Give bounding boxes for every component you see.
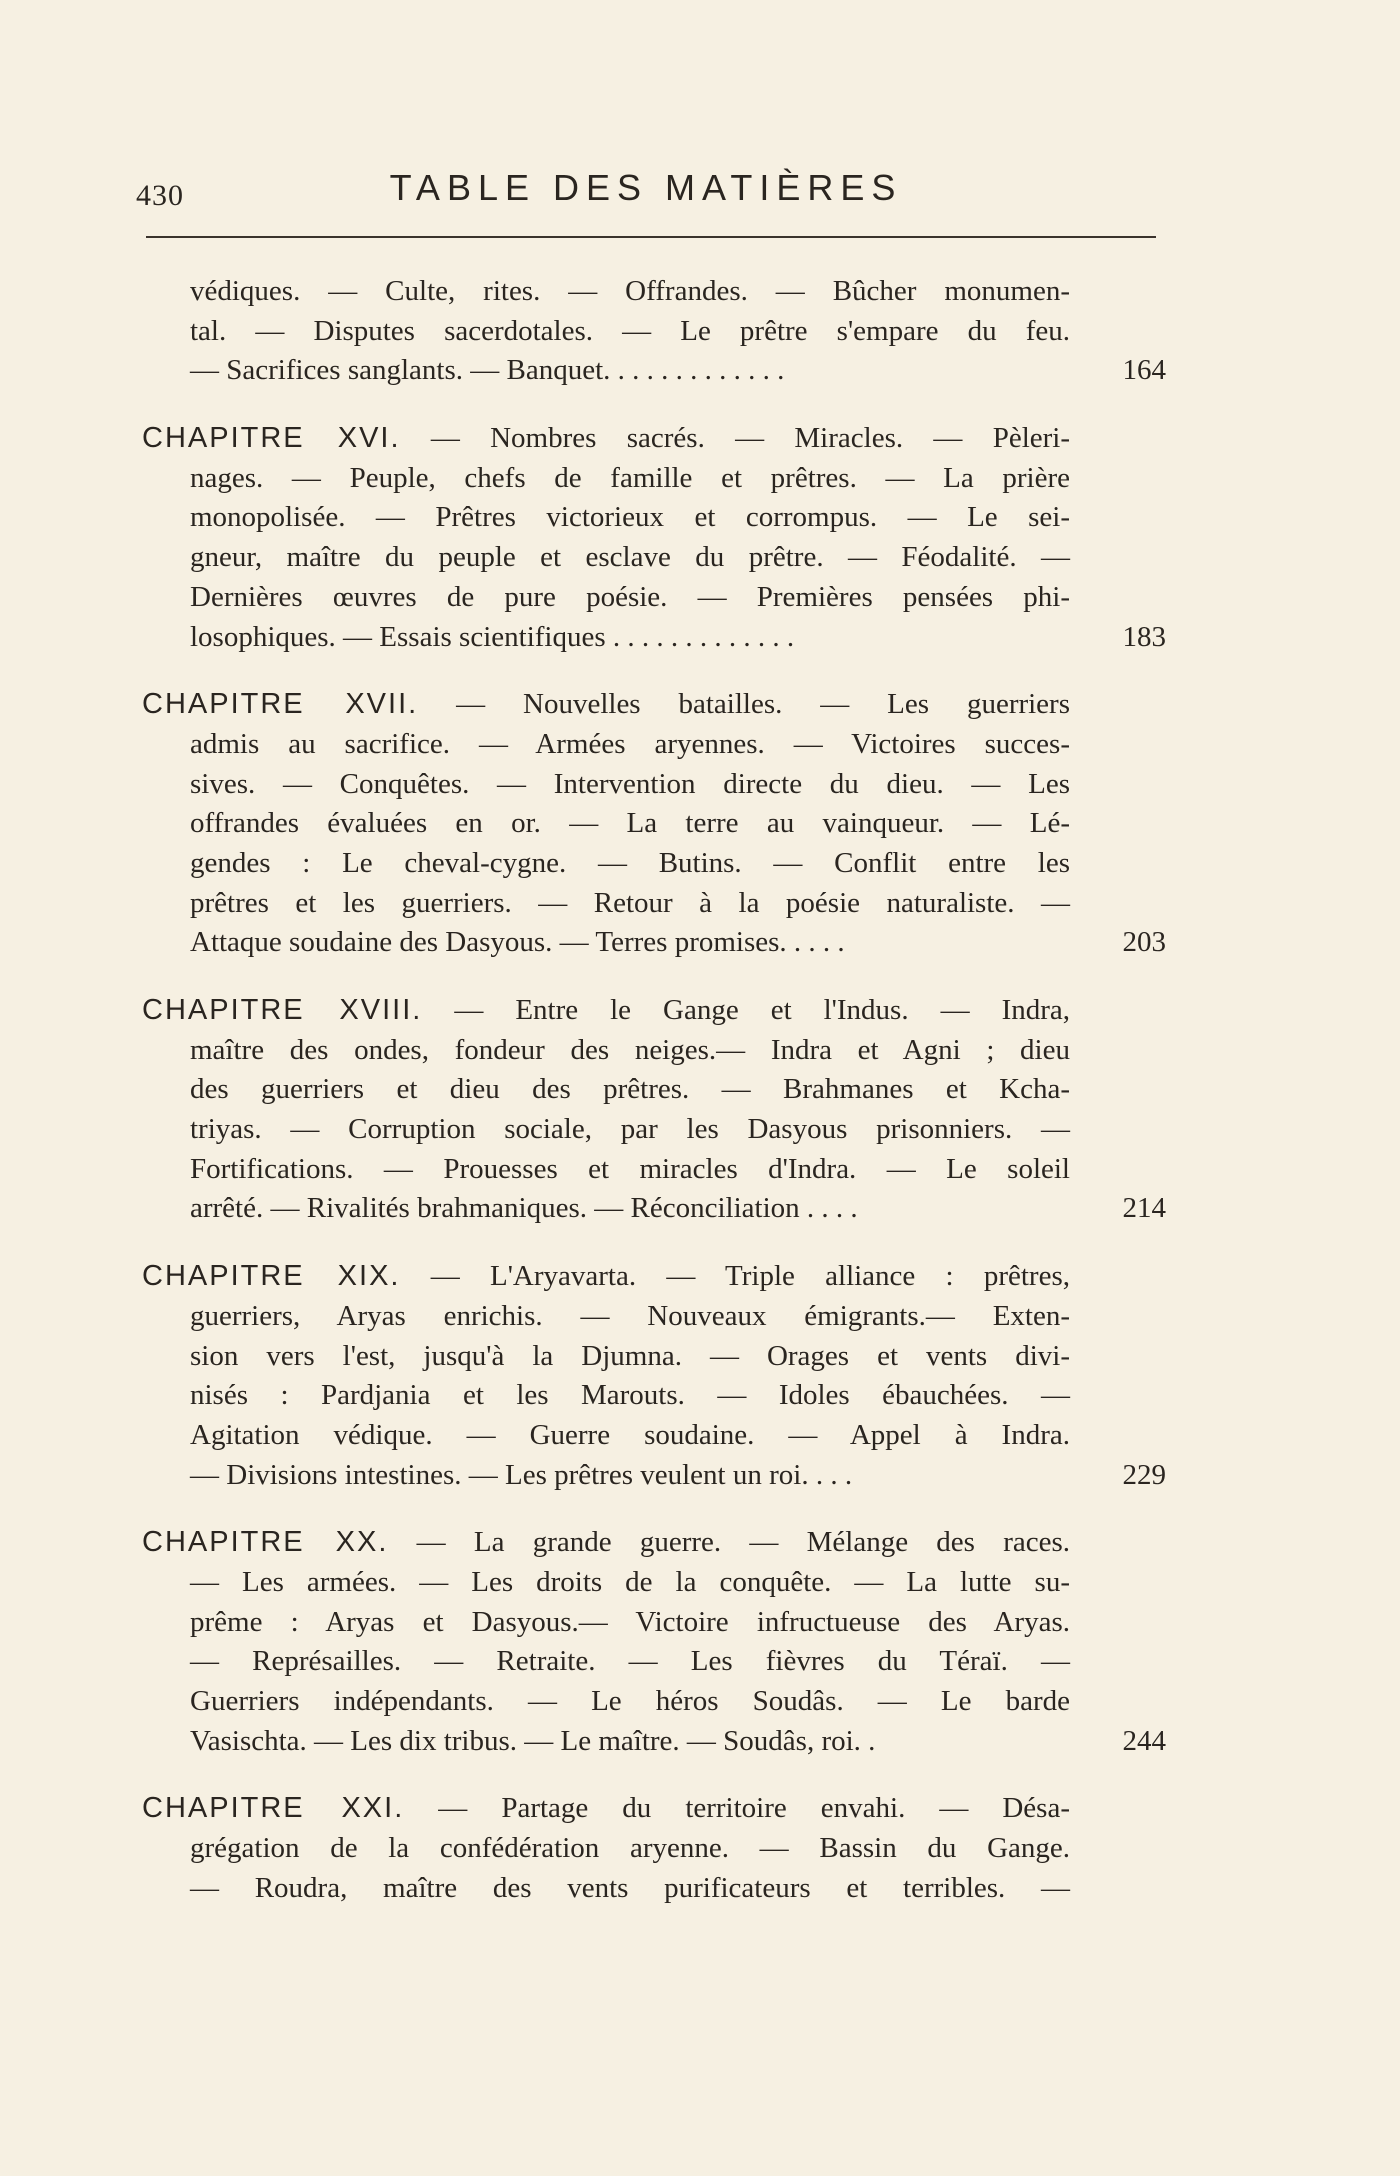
toc-page-number: 164 [1122, 354, 1166, 387]
toc-line: CHAPITRE XVI. — Nombres sacrés. — Miracles. — Pèleri- [142, 422, 1070, 455]
toc-entry [142, 685, 1166, 963]
toc-line: CHAPITRE XXI. — Partage du territoire envahi. — Désa- [142, 1792, 1070, 1825]
chapter-heading: CHAPITRE XVII. [142, 688, 419, 721]
chapter-heading: CHAPITRE XIX. [142, 1260, 401, 1293]
toc-line: losophiques. — Essais scientifiques . . . . . . . . . . . . . 183 [142, 618, 1166, 658]
toc-line: grégation de la confédération aryenne. — Bassin du Gange. [190, 1832, 1070, 1865]
toc-page-number: 183 [1122, 620, 1166, 653]
toc-line: Vasischta. — Les dix tribus. — Le maître. — Soudâs, roi. . 244 [142, 1722, 1166, 1762]
chapter-heading: CHAPITRE XX. [142, 1526, 389, 1559]
toc-line: offrandes évaluées en or. — La terre au vainqueur. — Lé- [190, 807, 1070, 840]
toc-line: CHAPITRE XX. — La grande guerre. — Mélange des races. [142, 1526, 1071, 1559]
toc-line: monopolisée. — Prêtres victorieux et corrompus. — Le sei- [190, 501, 1070, 534]
toc-entry [142, 1257, 1166, 1495]
toc-line: triyas. — Corruption sociale, par les Dasyous prisonniers. — [190, 1113, 1070, 1146]
toc-line: prêtres et les guerriers. — Retour à la poésie naturaliste. — [190, 886, 1070, 919]
toc-line: admis au sacrifice. — Armées aryennes. — Victoires succes- [190, 727, 1070, 760]
toc-line: prême : Aryas et Dasyous.— Victoire infructueuse des Aryas. [190, 1605, 1070, 1638]
toc-entry [142, 419, 1166, 657]
table-of-contents [142, 272, 1166, 1936]
toc-line: gneur, maître du peuple et esclave du prêtre. — Féodalité. — [190, 541, 1070, 574]
toc-line: Guerriers indépendants. — Le héros Soudâs. — Le barde [190, 1685, 1070, 1717]
toc-line: Agitation védique. — Guerre soudaine. — Appel à Indra. [190, 1418, 1070, 1451]
toc-line: des guerriers et dieu des prêtres. — Brahmanes et Kcha- [190, 1073, 1070, 1106]
toc-line: — Sacrifices sanglants. — Banquet. . . . . . . . . . . . . 164 [142, 351, 1166, 391]
toc-line: — Représailles. — Retraite. — Les fièvres du Téraï. — [190, 1645, 1070, 1678]
chapter-heading: CHAPITRE XXI. [142, 1792, 405, 1825]
toc-line: nages. — Peuple, chefs de famille et prêtres. — La prière [190, 461, 1070, 494]
toc-line: Dernières œuvres de pure poésie. — Premières pensées phi- [190, 580, 1070, 613]
toc-line: nisés : Pardjania et les Marouts. — Idoles ébauchées. — [190, 1379, 1070, 1412]
page-number: 430 [136, 179, 184, 212]
toc-line: gendes : Le cheval-cygne. — Butins. — Conflit entre les [190, 846, 1070, 879]
toc-line: tal. — Disputes sacerdotales. — Le prêtre s'empare du feu. [190, 314, 1070, 347]
toc-line: sion vers l'est, jusqu'à la Djumna. — Orages et vents divi- [190, 1339, 1070, 1372]
toc-line: — Divisions intestines. — Les prêtres veulent un roi. . . . 229 [142, 1456, 1166, 1496]
running-head [136, 165, 1156, 215]
toc-page-number: 244 [1122, 1724, 1166, 1757]
toc-line: — Les armées. — Les droits de la conquête. — La lutte su- [190, 1565, 1070, 1598]
toc-entry [142, 1789, 1166, 1908]
toc-line: CHAPITRE XVIII. — Entre le Gange et l'Indus. — Indra, [142, 994, 1071, 1026]
toc-page-number: 229 [1122, 1458, 1166, 1491]
toc-line: CHAPITRE XVII. — Nouvelles batailles. — Les guerriers [142, 688, 1071, 721]
toc-entry [142, 272, 1166, 391]
toc-page-number: 214 [1122, 1192, 1166, 1225]
toc-entry [142, 1523, 1166, 1761]
toc-line: CHAPITRE XIX. — L'Aryavarta. — Triple alliance : prêtres, [142, 1260, 1070, 1293]
toc-line: — Roudra, maître des vents purificateurs et terribles. — [190, 1871, 1070, 1904]
toc-line: maître des ondes, fondeur des neiges.— Indra et Agni ; dieu [190, 1033, 1070, 1066]
toc-line: Fortifications. — Prouesses et miracles d'Indra. — Le soleil [190, 1152, 1070, 1185]
toc-line: arrêté. — Rivalités brahmaniques. — Réconciliation . . . . 214 [142, 1189, 1166, 1229]
toc-entry [142, 991, 1166, 1229]
header-rule [146, 236, 1156, 238]
toc-line: védiques. — Culte, rites. — Offrandes. — Bûcher monumen- [190, 275, 1070, 307]
chapter-heading: CHAPITRE XVI. [142, 422, 401, 455]
toc-line: Attaque soudaine des Dasyous. — Terres promises. . . . . 203 [142, 923, 1166, 963]
toc-line: guerriers, Aryas enrichis. — Nouveaux émigrants.— Exten- [190, 1299, 1070, 1332]
running-title: TABLE DES MATIÈRES [389, 167, 903, 208]
toc-page-number: 203 [1122, 926, 1166, 959]
toc-line: sives. — Conquêtes. — Intervention directe du dieu. — Les [190, 767, 1070, 800]
chapter-heading: CHAPITRE XVIII. [142, 994, 423, 1026]
